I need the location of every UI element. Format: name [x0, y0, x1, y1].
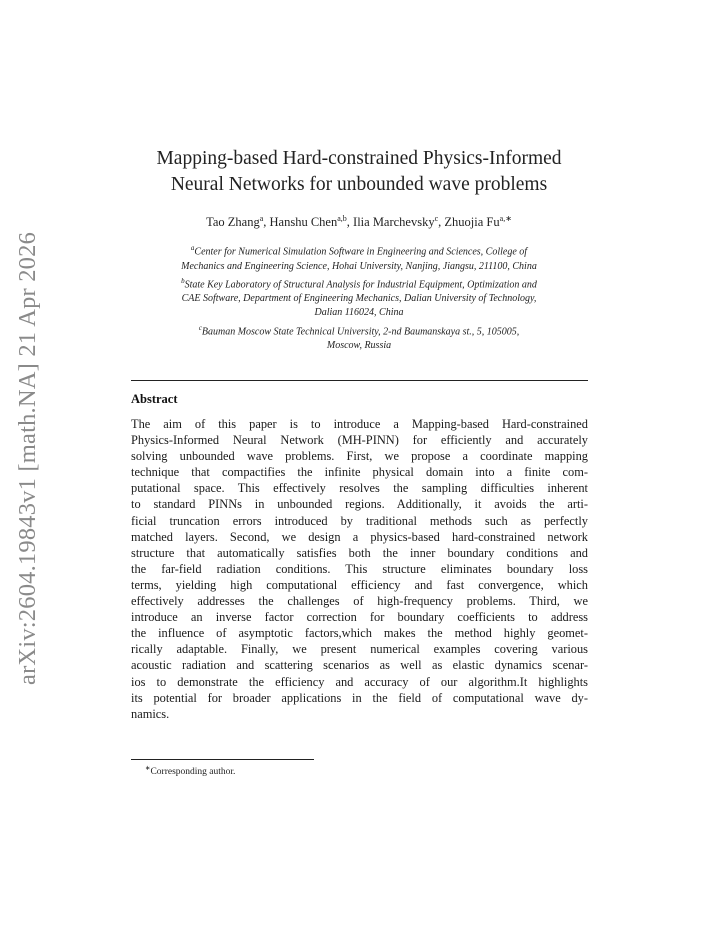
arxiv-identifier-stamp: arXiv:2604.19843v1 [math.NA] 21 Apr 2026	[14, 231, 41, 685]
footnote-rule	[131, 759, 314, 760]
footnote-mark: ∗	[145, 765, 151, 772]
affiliation-line	[120, 274, 598, 293]
author-affiliation-mark: a	[259, 214, 264, 223]
author-affiliation-mark: c	[434, 214, 439, 223]
abstract-line: structure that automatically satisfies both the inner boundary conditions and	[131, 545, 588, 560]
affiliation-text: Mechanics and Engineering Science, Hohai University, Nanjing, Jiangsu, 211100, China	[181, 260, 537, 272]
abstract-line: effectively addresses the challenges of high-frequency problems. Third, we	[131, 594, 588, 609]
affiliation-mark: c	[198, 323, 202, 332]
affiliation-text: CAE Software, Department of Engineering Mechanics, Dalian University of Technology,	[181, 293, 537, 305]
abstract-heading: Abstract	[131, 392, 178, 406]
author-name: Tao Zhang	[206, 215, 260, 230]
affiliation-text: Moscow, Russia	[326, 340, 392, 352]
affiliation-line	[120, 241, 598, 260]
affiliation-line	[120, 292, 598, 306]
title-line: Neural Networks for unbounded wave problems	[170, 174, 548, 195]
abstract-line: matched layers. Second, we design a physics-based hard-constrained network	[131, 529, 588, 544]
author-name: Zhuojia Fu	[444, 215, 500, 230]
abstract-line: rically adaptable. Finally, we present numerical examples covering various	[131, 642, 588, 657]
affiliation-line	[120, 260, 598, 274]
abstract-line: technique that compactifies the infinite physical domain into a finite com-	[131, 465, 588, 480]
author-list: Tao Zhang$^a$, Hanshu Chen$^{a,b}$, Ilia Marchevsky$^c$, Zhuojia $Fu^{a,∗}$	[206, 214, 512, 230]
abstract-line: terms, yielding high computational efficiency and fast convergence, which	[131, 577, 588, 592]
affiliation-line	[120, 339, 598, 353]
author-name: Ilia Marchevsky	[353, 215, 435, 230]
affiliation-mark: b	[181, 276, 185, 285]
abstract-line: ficial truncation errors introduced by traditional methods such as perfectly	[131, 513, 588, 528]
abstract-line: namics.	[131, 706, 170, 721]
affiliation-text: Center for Numerical Simulation Software in Engineering and Sciences, College of	[194, 246, 528, 258]
abstract-line: to standard PINNs in unbounded regions. Additionally, it avoids the arti-	[131, 497, 588, 512]
abstract-line: the far-field radiation conditions. This structure eliminates boundary loss	[131, 561, 588, 576]
affiliation-line	[120, 306, 598, 320]
paper-title	[100, 146, 618, 198]
footnote-text: Corresponding author.	[150, 767, 236, 778]
abstract-line: The aim of this paper is to introduce a Mapping-based Hard-constrained	[131, 417, 588, 431]
abstract-line: introduce an inverse factor correction for boundary coefficients to address	[131, 610, 588, 625]
footnote	[145, 764, 235, 777]
abstract-line: putational space. This effectively resolves the sampling difficulties inherent	[131, 481, 588, 496]
affiliation-mark: a	[190, 244, 195, 252]
author-affiliation-mark: a,b	[337, 214, 347, 223]
affiliation-text: Bauman Moscow State Technical University, 2-nd Baumanskaya st., 5, 105005,	[201, 326, 520, 337]
author-affiliation-mark: a,∗	[499, 214, 512, 223]
abstract-line: acoustic radiation and scattering scenarios as well as elastic dynamics scenar-	[131, 658, 588, 673]
abstract-top-rule	[131, 380, 588, 381]
affiliation-text: State Key Laboratory of Structural Analysis for Industrial Equipment, Optimization and	[184, 279, 537, 291]
abstract-line: its potential for broader applications in the field of computational wave dy-	[131, 690, 588, 705]
author-name: Hanshu Chen	[269, 215, 338, 230]
abstract-line: ios to demonstrate the efficiency and accuracy of our algorithm.It highlights	[131, 674, 588, 689]
abstract-line: Physics-Informed Neural Network (MH-PINN) for efficiently and accurately	[131, 433, 588, 448]
affiliation-line	[120, 321, 598, 340]
affiliation-text: Dalian 116024, China	[314, 307, 404, 319]
abstract-line: the influence of asymptotic factors,which makes the method highly geomet-	[131, 626, 588, 641]
affiliations	[120, 241, 598, 353]
title-line: Mapping-based Hard-constrained Physics-Informed	[156, 148, 562, 169]
abstract-line: solving unbounded wave problems. First, we propose a coordinate mapping	[131, 449, 588, 464]
abstract-body	[131, 416, 588, 722]
